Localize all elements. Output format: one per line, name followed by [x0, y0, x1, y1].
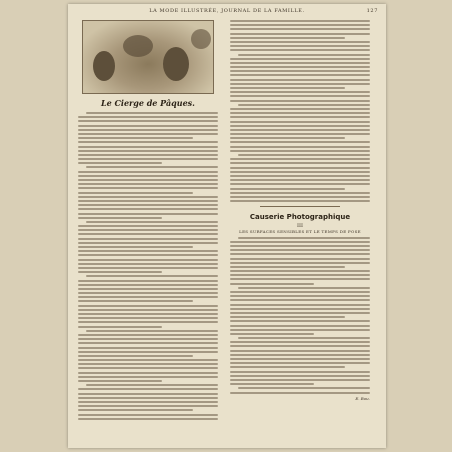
text-line: [230, 70, 370, 72]
text-line: [78, 154, 218, 156]
text-line: [230, 41, 370, 43]
text-line: [78, 208, 218, 210]
text-line: [78, 238, 218, 240]
text-line: [230, 249, 370, 251]
text-line: [78, 217, 162, 219]
text-line: [230, 350, 370, 352]
text-line: [78, 292, 218, 294]
text-line: [230, 171, 370, 173]
text-line: [78, 334, 218, 336]
text-line: [78, 204, 218, 206]
text-line: [230, 108, 370, 110]
text-line: [230, 33, 370, 35]
author-signature: E. Bou.: [355, 395, 370, 401]
text-line: [230, 192, 370, 194]
text-line: [230, 274, 370, 276]
text-line: [78, 363, 218, 365]
text-line: [230, 354, 370, 356]
text-line: [230, 200, 370, 202]
text-line: [78, 171, 218, 173]
text-line: [230, 304, 370, 306]
text-line: [230, 358, 370, 360]
text-line: [78, 359, 218, 361]
text-line: [78, 309, 218, 311]
text-line: [230, 83, 370, 85]
text-line: [230, 196, 370, 198]
text-line: [230, 308, 370, 310]
text-line: [230, 362, 370, 364]
text-line: [230, 87, 345, 89]
text-line: [78, 213, 218, 215]
text-line: [78, 271, 162, 273]
text-line: [230, 158, 370, 160]
article-body: [78, 112, 218, 420]
continued-text: [230, 20, 370, 202]
text-line: [86, 330, 218, 332]
text-line: [78, 250, 218, 252]
text-line: [230, 291, 370, 293]
text-line: [230, 112, 370, 114]
text-line: [78, 125, 218, 127]
text-line: [230, 270, 370, 272]
text-line: [230, 79, 370, 81]
text-line: [238, 337, 370, 339]
text-line: [230, 295, 370, 297]
text-line: [78, 317, 218, 319]
text-line: [78, 405, 218, 407]
text-line: [78, 158, 218, 160]
text-line: [230, 150, 370, 152]
text-line: [230, 241, 370, 243]
text-line: [78, 288, 218, 290]
text-line: [230, 100, 370, 102]
text-line: [230, 129, 370, 131]
right-column: [230, 20, 370, 440]
text-line: [230, 316, 345, 318]
text-line: [78, 305, 218, 307]
text-line: [230, 383, 314, 385]
text-line: [230, 258, 370, 260]
text-line: [78, 246, 193, 248]
text-line: [230, 266, 345, 268]
text-line: [230, 66, 370, 68]
text-line: [78, 116, 218, 118]
text-line: [86, 384, 218, 386]
text-line: [230, 28, 370, 30]
text-line: [230, 341, 370, 343]
text-line: [78, 225, 218, 227]
text-line: [78, 229, 218, 231]
text-line: [230, 379, 370, 381]
text-line: [78, 280, 218, 282]
text-line: [230, 125, 370, 127]
text-line: [230, 91, 370, 93]
text-line: [230, 146, 370, 148]
text-line: [230, 188, 345, 190]
text-line: [78, 141, 218, 143]
text-line: [230, 333, 314, 335]
text-line: [78, 401, 218, 403]
text-line: [78, 242, 218, 244]
text-line: [78, 284, 218, 286]
text-line: [78, 196, 218, 198]
running-header: [68, 8, 386, 16]
text-line: [230, 262, 370, 264]
text-line: [78, 376, 218, 378]
text-line: [230, 183, 370, 185]
text-line: [238, 154, 370, 156]
text-line: [230, 74, 370, 76]
text-line: [78, 418, 218, 420]
text-line: [230, 24, 370, 26]
section-body: [230, 237, 370, 394]
text-line: [78, 355, 193, 357]
vignette-foliage: [123, 35, 153, 57]
text-line: [230, 141, 370, 143]
text-line: [230, 375, 370, 377]
text-line: [238, 287, 370, 289]
text-line: [230, 179, 370, 181]
text-line: [78, 326, 162, 328]
text-line: [78, 393, 218, 395]
text-line: [230, 392, 370, 394]
text-line: [230, 137, 345, 139]
text-line: [230, 116, 370, 118]
text-line: [78, 296, 218, 298]
text-line: [230, 253, 370, 255]
text-line: [230, 312, 370, 314]
text-line: [78, 367, 218, 369]
text-line: [238, 54, 370, 56]
text-line: [78, 133, 218, 135]
text-line: [230, 58, 370, 60]
text-line: [78, 200, 218, 202]
text-line: [78, 150, 218, 152]
text-line: [78, 254, 218, 256]
section-title: Causerie Photographique: [249, 212, 351, 221]
text-line: [78, 347, 218, 349]
text-line: [230, 167, 370, 169]
text-line: [78, 129, 218, 131]
vignette-foliage: [191, 29, 211, 49]
text-line: [78, 409, 193, 411]
text-line: [78, 137, 193, 139]
text-line: [78, 397, 218, 399]
text-line: [78, 233, 218, 235]
text-line: [230, 320, 370, 322]
text-line: [230, 366, 345, 368]
text-line: [230, 329, 370, 331]
section-divider: [260, 206, 340, 207]
left-column: [78, 20, 218, 440]
text-line: [86, 166, 218, 168]
vignette-foliage: [93, 51, 115, 81]
text-line: [230, 299, 370, 301]
text-line: [230, 175, 370, 177]
text-line: [230, 371, 370, 373]
text-line: [230, 62, 370, 64]
text-line: [230, 49, 370, 51]
text-line: [78, 162, 162, 164]
vignette-foliage: [163, 47, 189, 81]
section-number: III: [297, 222, 303, 229]
text-line: [78, 388, 218, 390]
text-line: [78, 313, 218, 315]
text-line: [78, 300, 193, 302]
text-line: [238, 104, 370, 106]
text-line: [230, 278, 370, 280]
text-line: [238, 237, 370, 239]
text-line: [230, 95, 370, 97]
text-line: [230, 45, 370, 47]
text-line: [78, 342, 218, 344]
text-line: [78, 372, 218, 374]
text-line: [230, 345, 370, 347]
text-line: [230, 121, 370, 123]
text-line: [230, 325, 370, 327]
page-number: 127: [366, 8, 378, 14]
text-line: [78, 267, 218, 269]
text-line: [78, 146, 218, 148]
running-title: LA MODE ILLUSTRÉE, JOURNAL DE LA FAMILLE.: [149, 8, 305, 14]
text-line: [78, 321, 218, 323]
text-line: [78, 187, 218, 189]
section-subtitle: LES SURFACES SENSIBLES ET LE TEMPS DE POSE: [239, 228, 361, 234]
text-line: [78, 338, 218, 340]
text-line: [230, 37, 345, 39]
text-line: [230, 245, 370, 247]
text-line: [230, 133, 370, 135]
text-line: [78, 380, 162, 382]
text-line: [78, 414, 218, 416]
text-line: [78, 183, 218, 185]
journal-page: [68, 4, 386, 448]
text-line: [230, 283, 314, 285]
text-line: [230, 20, 370, 22]
text-line: [78, 351, 218, 353]
text-line: [78, 259, 218, 261]
text-line: [78, 179, 218, 181]
text-line: [230, 162, 370, 164]
text-line: [78, 175, 218, 177]
text-line: [78, 120, 218, 122]
text-line: [86, 112, 218, 114]
text-line: [86, 275, 218, 277]
article-title: Le Cierge de Pâques.: [101, 98, 195, 108]
text-line: [78, 263, 218, 265]
engraved-vignette: [82, 20, 214, 94]
text-line: [238, 387, 370, 389]
text-line: [86, 221, 218, 223]
text-line: [78, 192, 193, 194]
